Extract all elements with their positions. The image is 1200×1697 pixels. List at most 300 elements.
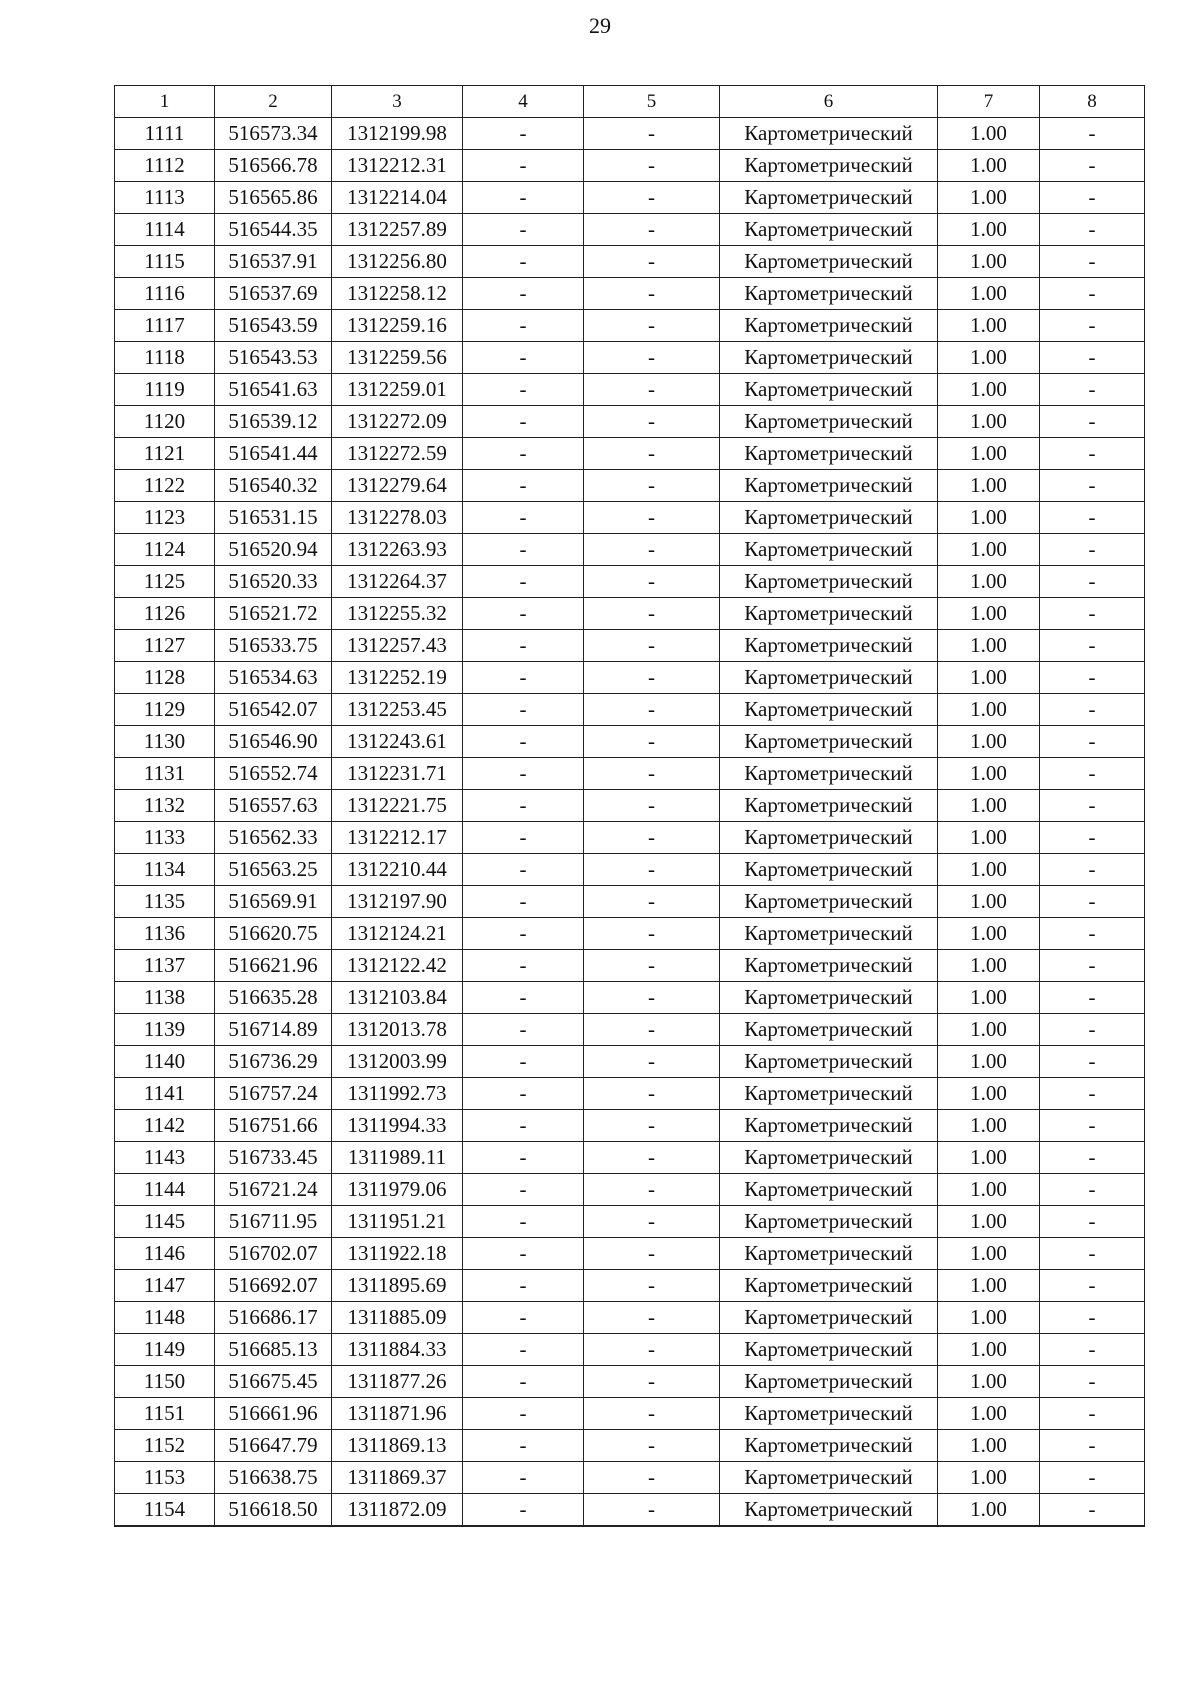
table-row bbox=[115, 406, 1145, 438]
column-8-cell: - bbox=[1040, 502, 1145, 534]
column-8-cell: - bbox=[1040, 534, 1145, 566]
point-number-cell: 1138 bbox=[115, 982, 215, 1014]
y-coordinate-cell: 1312212.17 bbox=[332, 822, 463, 854]
table-row bbox=[115, 982, 1145, 1014]
column-4-cell: - bbox=[463, 438, 584, 470]
column-8-cell: - bbox=[1040, 278, 1145, 310]
y-coordinate-cell: 1312243.61 bbox=[332, 726, 463, 758]
x-coordinate-cell: 516702.07 bbox=[215, 1238, 332, 1270]
column-5-cell: - bbox=[584, 1174, 720, 1206]
y-coordinate-cell: 1311994.33 bbox=[332, 1110, 463, 1142]
y-coordinate-cell: 1311872.09 bbox=[332, 1494, 463, 1527]
column-8-cell: - bbox=[1040, 758, 1145, 790]
x-coordinate-cell: 516635.28 bbox=[215, 982, 332, 1014]
accuracy-cell: 1.00 bbox=[938, 950, 1040, 982]
x-coordinate-cell: 516618.50 bbox=[215, 1494, 332, 1527]
column-8-cell: - bbox=[1040, 1238, 1145, 1270]
column-5-cell: - bbox=[584, 822, 720, 854]
table-row bbox=[115, 1238, 1145, 1270]
column-4-cell: - bbox=[463, 310, 584, 342]
column-4-cell: - bbox=[463, 502, 584, 534]
point-number-cell: 1142 bbox=[115, 1110, 215, 1142]
method-cell: Картометрический bbox=[720, 310, 938, 342]
column-4-cell: - bbox=[463, 246, 584, 278]
method-cell: Картометрический bbox=[720, 1270, 938, 1302]
method-cell: Картометрический bbox=[720, 438, 938, 470]
point-number-cell: 1147 bbox=[115, 1270, 215, 1302]
column-8-cell: - bbox=[1040, 950, 1145, 982]
table-row bbox=[115, 1174, 1145, 1206]
method-cell: Картометрический bbox=[720, 1142, 938, 1174]
y-coordinate-cell: 1312279.64 bbox=[332, 470, 463, 502]
column-4-cell: - bbox=[463, 1206, 584, 1238]
x-coordinate-cell: 516566.78 bbox=[215, 150, 332, 182]
column-4-cell: - bbox=[463, 150, 584, 182]
table-row bbox=[115, 1142, 1145, 1174]
column-4-cell: - bbox=[463, 1174, 584, 1206]
table-row bbox=[115, 886, 1145, 918]
x-coordinate-cell: 516692.07 bbox=[215, 1270, 332, 1302]
y-coordinate-cell: 1312257.43 bbox=[332, 630, 463, 662]
accuracy-cell: 1.00 bbox=[938, 534, 1040, 566]
column-8-cell: - bbox=[1040, 630, 1145, 662]
table-row bbox=[115, 630, 1145, 662]
x-coordinate-cell: 516675.45 bbox=[215, 1366, 332, 1398]
method-cell: Картометрический bbox=[720, 1334, 938, 1366]
column-8-cell: - bbox=[1040, 406, 1145, 438]
column-header-5: 5 bbox=[584, 86, 720, 118]
column-5-cell: - bbox=[584, 1238, 720, 1270]
table-row bbox=[115, 374, 1145, 406]
point-number-cell: 1124 bbox=[115, 534, 215, 566]
x-coordinate-cell: 516543.59 bbox=[215, 310, 332, 342]
column-8-cell: - bbox=[1040, 246, 1145, 278]
y-coordinate-cell: 1312212.31 bbox=[332, 150, 463, 182]
table-row bbox=[115, 566, 1145, 598]
point-number-cell: 1121 bbox=[115, 438, 215, 470]
column-8-cell: - bbox=[1040, 790, 1145, 822]
accuracy-cell: 1.00 bbox=[938, 150, 1040, 182]
column-4-cell: - bbox=[463, 662, 584, 694]
column-8-cell: - bbox=[1040, 470, 1145, 502]
accuracy-cell: 1.00 bbox=[938, 1462, 1040, 1494]
column-8-cell: - bbox=[1040, 1046, 1145, 1078]
x-coordinate-cell: 516751.66 bbox=[215, 1110, 332, 1142]
method-cell: Картометрический bbox=[720, 694, 938, 726]
method-cell: Картометрический bbox=[720, 598, 938, 630]
accuracy-cell: 1.00 bbox=[938, 1430, 1040, 1462]
column-5-cell: - bbox=[584, 662, 720, 694]
method-cell: Картометрический bbox=[720, 1238, 938, 1270]
column-8-cell: - bbox=[1040, 1302, 1145, 1334]
column-5-cell: - bbox=[584, 342, 720, 374]
column-4-cell: - bbox=[463, 214, 584, 246]
accuracy-cell: 1.00 bbox=[938, 1174, 1040, 1206]
method-cell: Картометрический bbox=[720, 790, 938, 822]
column-4-cell: - bbox=[463, 406, 584, 438]
method-cell: Картометрический bbox=[720, 1046, 938, 1078]
column-5-cell: - bbox=[584, 950, 720, 982]
x-coordinate-cell: 516521.72 bbox=[215, 598, 332, 630]
accuracy-cell: 1.00 bbox=[938, 1206, 1040, 1238]
table-row bbox=[115, 1078, 1145, 1110]
x-coordinate-cell: 516647.79 bbox=[215, 1430, 332, 1462]
column-8-cell: - bbox=[1040, 1494, 1145, 1527]
point-number-cell: 1153 bbox=[115, 1462, 215, 1494]
column-4-cell: - bbox=[463, 182, 584, 214]
y-coordinate-cell: 1312103.84 bbox=[332, 982, 463, 1014]
accuracy-cell: 1.00 bbox=[938, 1142, 1040, 1174]
column-5-cell: - bbox=[584, 694, 720, 726]
column-5-cell: - bbox=[584, 374, 720, 406]
point-number-cell: 1116 bbox=[115, 278, 215, 310]
column-8-cell: - bbox=[1040, 150, 1145, 182]
column-8-cell: - bbox=[1040, 1462, 1145, 1494]
column-4-cell: - bbox=[463, 1142, 584, 1174]
column-8-cell: - bbox=[1040, 854, 1145, 886]
column-5-cell: - bbox=[584, 502, 720, 534]
method-cell: Картометрический bbox=[720, 758, 938, 790]
x-coordinate-cell: 516711.95 bbox=[215, 1206, 332, 1238]
column-4-cell: - bbox=[463, 694, 584, 726]
x-coordinate-cell: 516537.69 bbox=[215, 278, 332, 310]
x-coordinate-cell: 516721.24 bbox=[215, 1174, 332, 1206]
y-coordinate-cell: 1312253.45 bbox=[332, 694, 463, 726]
y-coordinate-cell: 1312278.03 bbox=[332, 502, 463, 534]
y-coordinate-cell: 1311871.96 bbox=[332, 1398, 463, 1430]
column-4-cell: - bbox=[463, 1014, 584, 1046]
method-cell: Картометрический bbox=[720, 854, 938, 886]
y-coordinate-cell: 1312256.80 bbox=[332, 246, 463, 278]
column-5-cell: - bbox=[584, 1014, 720, 1046]
point-number-cell: 1137 bbox=[115, 950, 215, 982]
method-cell: Картометрический bbox=[720, 1398, 938, 1430]
point-number-cell: 1141 bbox=[115, 1078, 215, 1110]
column-4-cell: - bbox=[463, 726, 584, 758]
point-number-cell: 1151 bbox=[115, 1398, 215, 1430]
column-8-cell: - bbox=[1040, 566, 1145, 598]
method-cell: Картометрический bbox=[720, 1366, 938, 1398]
accuracy-cell: 1.00 bbox=[938, 758, 1040, 790]
x-coordinate-cell: 516543.53 bbox=[215, 342, 332, 374]
y-coordinate-cell: 1312259.01 bbox=[332, 374, 463, 406]
column-8-cell: - bbox=[1040, 1078, 1145, 1110]
method-cell: Картометрический bbox=[720, 918, 938, 950]
point-number-cell: 1129 bbox=[115, 694, 215, 726]
point-number-cell: 1130 bbox=[115, 726, 215, 758]
accuracy-cell: 1.00 bbox=[938, 278, 1040, 310]
column-4-cell: - bbox=[463, 1430, 584, 1462]
column-5-cell: - bbox=[584, 150, 720, 182]
method-cell: Картометрический bbox=[720, 374, 938, 406]
y-coordinate-cell: 1312199.98 bbox=[332, 118, 463, 150]
column-5-cell: - bbox=[584, 1334, 720, 1366]
column-4-cell: - bbox=[463, 790, 584, 822]
column-4-cell: - bbox=[463, 918, 584, 950]
column-8-cell: - bbox=[1040, 662, 1145, 694]
y-coordinate-cell: 1312003.99 bbox=[332, 1046, 463, 1078]
accuracy-cell: 1.00 bbox=[938, 438, 1040, 470]
column-4-cell: - bbox=[463, 1494, 584, 1527]
method-cell: Картометрический bbox=[720, 1206, 938, 1238]
x-coordinate-cell: 516563.25 bbox=[215, 854, 332, 886]
x-coordinate-cell: 516557.63 bbox=[215, 790, 332, 822]
x-coordinate-cell: 516546.90 bbox=[215, 726, 332, 758]
table-row bbox=[115, 1430, 1145, 1462]
column-8-cell: - bbox=[1040, 1014, 1145, 1046]
accuracy-cell: 1.00 bbox=[938, 502, 1040, 534]
column-header-4: 4 bbox=[463, 86, 584, 118]
accuracy-cell: 1.00 bbox=[938, 854, 1040, 886]
accuracy-cell: 1.00 bbox=[938, 214, 1040, 246]
column-5-cell: - bbox=[584, 726, 720, 758]
method-cell: Картометрический bbox=[720, 502, 938, 534]
point-number-cell: 1150 bbox=[115, 1366, 215, 1398]
y-coordinate-cell: 1312231.71 bbox=[332, 758, 463, 790]
column-4-cell: - bbox=[463, 118, 584, 150]
method-cell: Картометрический bbox=[720, 534, 938, 566]
point-number-cell: 1132 bbox=[115, 790, 215, 822]
method-cell: Картометрический bbox=[720, 342, 938, 374]
x-coordinate-cell: 516531.15 bbox=[215, 502, 332, 534]
table-row bbox=[115, 598, 1145, 630]
column-4-cell: - bbox=[463, 1078, 584, 1110]
y-coordinate-cell: 1311922.18 bbox=[332, 1238, 463, 1270]
column-5-cell: - bbox=[584, 1398, 720, 1430]
column-5-cell: - bbox=[584, 470, 720, 502]
x-coordinate-cell: 516661.96 bbox=[215, 1398, 332, 1430]
y-coordinate-cell: 1312122.42 bbox=[332, 950, 463, 982]
column-5-cell: - bbox=[584, 1206, 720, 1238]
column-5-cell: - bbox=[584, 278, 720, 310]
y-coordinate-cell: 1311884.33 bbox=[332, 1334, 463, 1366]
column-4-cell: - bbox=[463, 630, 584, 662]
table-row bbox=[115, 822, 1145, 854]
column-4-cell: - bbox=[463, 534, 584, 566]
y-coordinate-cell: 1311877.26 bbox=[332, 1366, 463, 1398]
column-4-cell: - bbox=[463, 1462, 584, 1494]
point-number-cell: 1126 bbox=[115, 598, 215, 630]
y-coordinate-cell: 1311885.09 bbox=[332, 1302, 463, 1334]
table-row bbox=[115, 246, 1145, 278]
point-number-cell: 1131 bbox=[115, 758, 215, 790]
method-cell: Картометрический bbox=[720, 982, 938, 1014]
accuracy-cell: 1.00 bbox=[938, 1334, 1040, 1366]
method-cell: Картометрический bbox=[720, 1174, 938, 1206]
y-coordinate-cell: 1312124.21 bbox=[332, 918, 463, 950]
accuracy-cell: 1.00 bbox=[938, 1238, 1040, 1270]
column-8-cell: - bbox=[1040, 118, 1145, 150]
accuracy-cell: 1.00 bbox=[938, 822, 1040, 854]
y-coordinate-cell: 1312221.75 bbox=[332, 790, 463, 822]
accuracy-cell: 1.00 bbox=[938, 118, 1040, 150]
column-5-cell: - bbox=[584, 1366, 720, 1398]
y-coordinate-cell: 1312272.09 bbox=[332, 406, 463, 438]
x-coordinate-cell: 516541.63 bbox=[215, 374, 332, 406]
method-cell: Картометрический bbox=[720, 566, 938, 598]
method-cell: Картометрический bbox=[720, 1110, 938, 1142]
point-number-cell: 1119 bbox=[115, 374, 215, 406]
y-coordinate-cell: 1312013.78 bbox=[332, 1014, 463, 1046]
column-8-cell: - bbox=[1040, 982, 1145, 1014]
table-row bbox=[115, 278, 1145, 310]
method-cell: Картометрический bbox=[720, 470, 938, 502]
accuracy-cell: 1.00 bbox=[938, 1078, 1040, 1110]
x-coordinate-cell: 516562.33 bbox=[215, 822, 332, 854]
page-number: 29 bbox=[589, 13, 611, 38]
accuracy-cell: 1.00 bbox=[938, 374, 1040, 406]
point-number-cell: 1118 bbox=[115, 342, 215, 374]
column-5-cell: - bbox=[584, 214, 720, 246]
accuracy-cell: 1.00 bbox=[938, 182, 1040, 214]
table-row bbox=[115, 214, 1145, 246]
accuracy-cell: 1.00 bbox=[938, 886, 1040, 918]
accuracy-cell: 1.00 bbox=[938, 246, 1040, 278]
column-4-cell: - bbox=[463, 1238, 584, 1270]
column-5-cell: - bbox=[584, 982, 720, 1014]
accuracy-cell: 1.00 bbox=[938, 1302, 1040, 1334]
table-row bbox=[115, 1302, 1145, 1334]
accuracy-cell: 1.00 bbox=[938, 310, 1040, 342]
method-cell: Картометрический bbox=[720, 1494, 938, 1527]
x-coordinate-cell: 516552.74 bbox=[215, 758, 332, 790]
column-5-cell: - bbox=[584, 1462, 720, 1494]
column-8-cell: - bbox=[1040, 310, 1145, 342]
table-row bbox=[115, 502, 1145, 534]
column-4-cell: - bbox=[463, 822, 584, 854]
point-number-cell: 1113 bbox=[115, 182, 215, 214]
accuracy-cell: 1.00 bbox=[938, 630, 1040, 662]
x-coordinate-cell: 516638.75 bbox=[215, 1462, 332, 1494]
point-number-cell: 1136 bbox=[115, 918, 215, 950]
table-row bbox=[115, 1494, 1145, 1527]
y-coordinate-cell: 1312255.32 bbox=[332, 598, 463, 630]
x-coordinate-cell: 516714.89 bbox=[215, 1014, 332, 1046]
column-5-cell: - bbox=[584, 438, 720, 470]
column-4-cell: - bbox=[463, 886, 584, 918]
accuracy-cell: 1.00 bbox=[938, 1366, 1040, 1398]
column-header-3: 3 bbox=[332, 86, 463, 118]
method-cell: Картометрический bbox=[720, 118, 938, 150]
column-5-cell: - bbox=[584, 310, 720, 342]
table-row bbox=[115, 1014, 1145, 1046]
method-cell: Картометрический bbox=[720, 726, 938, 758]
y-coordinate-cell: 1312197.90 bbox=[332, 886, 463, 918]
column-5-cell: - bbox=[584, 854, 720, 886]
method-cell: Картометрический bbox=[720, 150, 938, 182]
table-row bbox=[115, 790, 1145, 822]
table-header-row bbox=[115, 86, 1145, 118]
column-4-cell: - bbox=[463, 1302, 584, 1334]
column-header-6: 6 bbox=[720, 86, 938, 118]
point-number-cell: 1134 bbox=[115, 854, 215, 886]
coordinates-table bbox=[114, 85, 1145, 1527]
column-8-cell: - bbox=[1040, 1334, 1145, 1366]
column-8-cell: - bbox=[1040, 1142, 1145, 1174]
x-coordinate-cell: 516620.75 bbox=[215, 918, 332, 950]
method-cell: Картометрический bbox=[720, 214, 938, 246]
table-row bbox=[115, 1110, 1145, 1142]
y-coordinate-cell: 1311895.69 bbox=[332, 1270, 463, 1302]
table-row bbox=[115, 342, 1145, 374]
column-8-cell: - bbox=[1040, 598, 1145, 630]
column-5-cell: - bbox=[584, 758, 720, 790]
method-cell: Картометрический bbox=[720, 950, 938, 982]
y-coordinate-cell: 1312252.19 bbox=[332, 662, 463, 694]
column-5-cell: - bbox=[584, 598, 720, 630]
accuracy-cell: 1.00 bbox=[938, 1270, 1040, 1302]
table-row bbox=[115, 150, 1145, 182]
table-row bbox=[115, 1366, 1145, 1398]
x-coordinate-cell: 516539.12 bbox=[215, 406, 332, 438]
column-5-cell: - bbox=[584, 630, 720, 662]
table-row bbox=[115, 854, 1145, 886]
table-row bbox=[115, 950, 1145, 982]
column-4-cell: - bbox=[463, 598, 584, 630]
accuracy-cell: 1.00 bbox=[938, 1398, 1040, 1430]
accuracy-cell: 1.00 bbox=[938, 1494, 1040, 1527]
column-8-cell: - bbox=[1040, 726, 1145, 758]
x-coordinate-cell: 516534.63 bbox=[215, 662, 332, 694]
accuracy-cell: 1.00 bbox=[938, 726, 1040, 758]
accuracy-cell: 1.00 bbox=[938, 694, 1040, 726]
point-number-cell: 1120 bbox=[115, 406, 215, 438]
accuracy-cell: 1.00 bbox=[938, 342, 1040, 374]
method-cell: Картометрический bbox=[720, 1430, 938, 1462]
column-4-cell: - bbox=[463, 1334, 584, 1366]
table-row bbox=[115, 1398, 1145, 1430]
column-8-cell: - bbox=[1040, 182, 1145, 214]
x-coordinate-cell: 516541.44 bbox=[215, 438, 332, 470]
table-row bbox=[115, 534, 1145, 566]
point-number-cell: 1135 bbox=[115, 886, 215, 918]
column-4-cell: - bbox=[463, 566, 584, 598]
column-5-cell: - bbox=[584, 566, 720, 598]
column-5-cell: - bbox=[584, 1494, 720, 1527]
x-coordinate-cell: 516733.45 bbox=[215, 1142, 332, 1174]
column-8-cell: - bbox=[1040, 438, 1145, 470]
x-coordinate-cell: 516736.29 bbox=[215, 1046, 332, 1078]
point-number-cell: 1117 bbox=[115, 310, 215, 342]
column-8-cell: - bbox=[1040, 886, 1145, 918]
accuracy-cell: 1.00 bbox=[938, 982, 1040, 1014]
column-8-cell: - bbox=[1040, 1110, 1145, 1142]
point-number-cell: 1143 bbox=[115, 1142, 215, 1174]
point-number-cell: 1144 bbox=[115, 1174, 215, 1206]
column-4-cell: - bbox=[463, 278, 584, 310]
point-number-cell: 1148 bbox=[115, 1302, 215, 1334]
table-row bbox=[115, 662, 1145, 694]
column-8-cell: - bbox=[1040, 1206, 1145, 1238]
point-number-cell: 1149 bbox=[115, 1334, 215, 1366]
column-8-cell: - bbox=[1040, 822, 1145, 854]
accuracy-cell: 1.00 bbox=[938, 918, 1040, 950]
y-coordinate-cell: 1312272.59 bbox=[332, 438, 463, 470]
y-coordinate-cell: 1311979.06 bbox=[332, 1174, 463, 1206]
column-4-cell: - bbox=[463, 1366, 584, 1398]
column-5-cell: - bbox=[584, 1430, 720, 1462]
column-8-cell: - bbox=[1040, 214, 1145, 246]
method-cell: Картометрический bbox=[720, 1462, 938, 1494]
accuracy-cell: 1.00 bbox=[938, 1014, 1040, 1046]
accuracy-cell: 1.00 bbox=[938, 1046, 1040, 1078]
column-4-cell: - bbox=[463, 982, 584, 1014]
point-number-cell: 1127 bbox=[115, 630, 215, 662]
column-8-cell: - bbox=[1040, 694, 1145, 726]
x-coordinate-cell: 516565.86 bbox=[215, 182, 332, 214]
x-coordinate-cell: 516542.07 bbox=[215, 694, 332, 726]
table-row bbox=[115, 758, 1145, 790]
